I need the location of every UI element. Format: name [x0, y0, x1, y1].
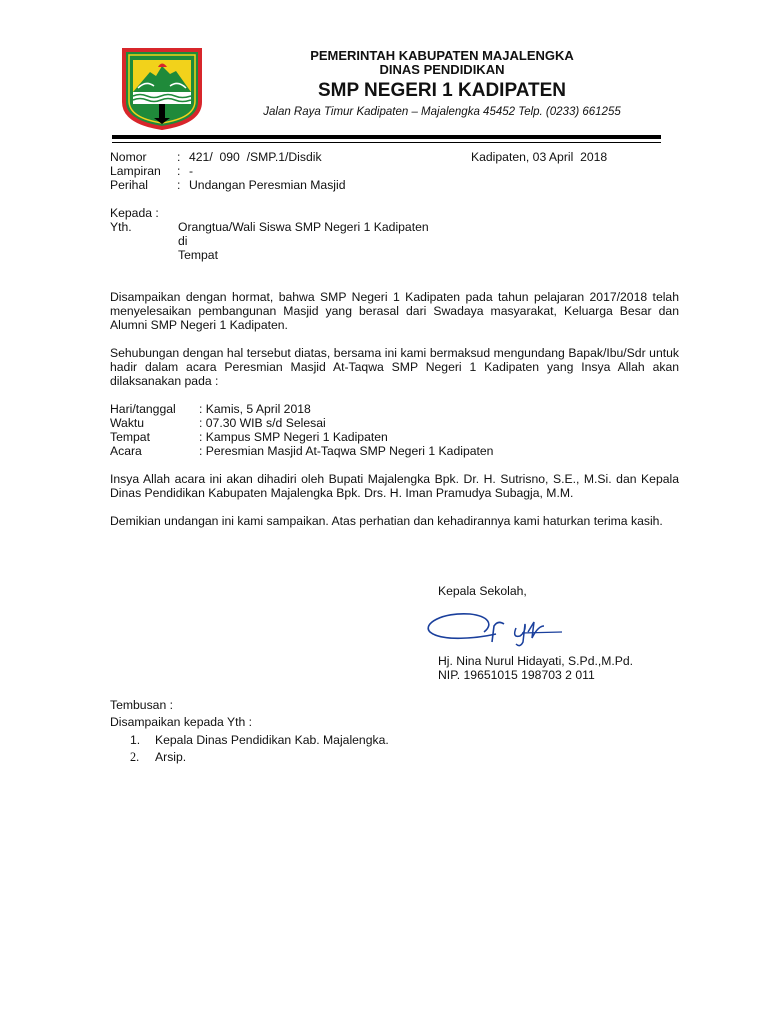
event-label-agenda: Acara	[110, 444, 142, 458]
perihal-value: Undangan Peresmian Masjid	[189, 178, 346, 192]
cc-item-number: 2.	[130, 750, 140, 764]
event-value-time: : 07.30 WIB s/d Selesai	[199, 416, 326, 430]
perihal-label: Perihal	[110, 178, 148, 192]
signatory-name: Hj. Nina Nurul Hidayati, S.Pd.,M.Pd.	[438, 654, 634, 668]
paragraph-attendees: Insya Allah acara ini akan dihadiri oleh Bupati Majalengka Bpk. Dr. H. Sutrisno, S.E., M.Si. dan Kepala Dinas Pendidikan Kabupaten Majalengka Bpk. Drs. H. Iman Pramudya Subagja, M.M.	[110, 472, 679, 500]
lampiran-label: Lampiran	[110, 164, 161, 178]
header-divider-thin	[112, 142, 661, 143]
recipient-di: di	[178, 234, 188, 248]
yth-label: Yth.	[110, 220, 132, 234]
nomor-label: Nomor	[110, 150, 147, 164]
paragraph-invitation: Sehubungan dengan hal tersebut diatas, bersama ini kami bermaksud mengundang Bapak/Ibu/Sdr untuk hadir dalam acara Peresmian Masjid At-Taqwa SMP Negeri 1 Kadipaten yang Insya Allah akan dilaksanakan pada :	[110, 346, 679, 388]
event-value-place: : Kampus SMP Negeri 1 Kadipaten	[199, 430, 388, 444]
lampiran-colon: :	[177, 164, 181, 178]
nomor-colon: :	[177, 150, 181, 164]
nomor-value: 421/ 090 /SMP.1/Disdik	[189, 150, 322, 164]
cc-item-text: Kepala Dinas Pendidikan Kab. Majalengka.	[155, 733, 389, 747]
signature-title: Kepala Sekolah,	[438, 584, 527, 598]
government-name: PEMERINTAH KABUPATEN MAJALENGKA	[310, 48, 574, 63]
event-value-agenda: : Peresmian Masjid At-Taqwa SMP Negeri 1 Kadipaten	[199, 444, 494, 458]
event-label-date: Hari/tanggal	[110, 402, 176, 416]
recipient-tempat: Tempat	[178, 248, 218, 262]
letter-date: Kadipaten, 03 April 2018	[471, 150, 608, 164]
kepada-label: Kepada :	[110, 206, 159, 220]
school-name: SMP NEGERI 1 KADIPATEN	[317, 80, 567, 101]
event-label-place: Tempat	[110, 430, 150, 444]
paragraph-opening: Disampaikan dengan hormat, bahwa SMP Negeri 1 Kadipaten pada tahun pelajaran 2017/2018 telah menyelesaikan pembangunan Masjid yang berasal dari Swadaya masyarakat, Keluarga Besar dan Alumni SMP Negeri 1 Kadipaten.	[110, 290, 679, 332]
perihal-colon: :	[177, 178, 181, 192]
cc-item-text: Arsip.	[155, 750, 187, 764]
lampiran-value: -	[189, 164, 194, 178]
event-label-time: Waktu	[110, 416, 145, 430]
signatory-nip: NIP. 19651015 198703 2 011	[438, 668, 595, 682]
school-address: Jalan Raya Timur Kadipaten – Majalengka 45452 Telp. (0233) 661255	[263, 106, 621, 118]
recipient-name: Orangtua/Wali Siswa SMP Negeri 1 Kadipaten	[178, 220, 429, 234]
department-name: DINAS PENDIDIKAN	[379, 62, 505, 77]
cc-title: Tembusan :	[110, 698, 174, 712]
paragraph-closing: Demikian undangan ini kami sampaikan. Atas perhatian dan kehadirannya kami haturkan terima kasih.	[110, 514, 663, 528]
regency-logo-icon	[120, 44, 204, 130]
cc-intro: Disampaikan kepada Yth :	[110, 715, 253, 729]
handwritten-signature	[422, 602, 572, 650]
event-value-date: : Kamis, 5 April 2018	[199, 402, 311, 416]
header-divider-thick	[112, 135, 661, 139]
cc-item-number: 1.	[130, 733, 141, 747]
